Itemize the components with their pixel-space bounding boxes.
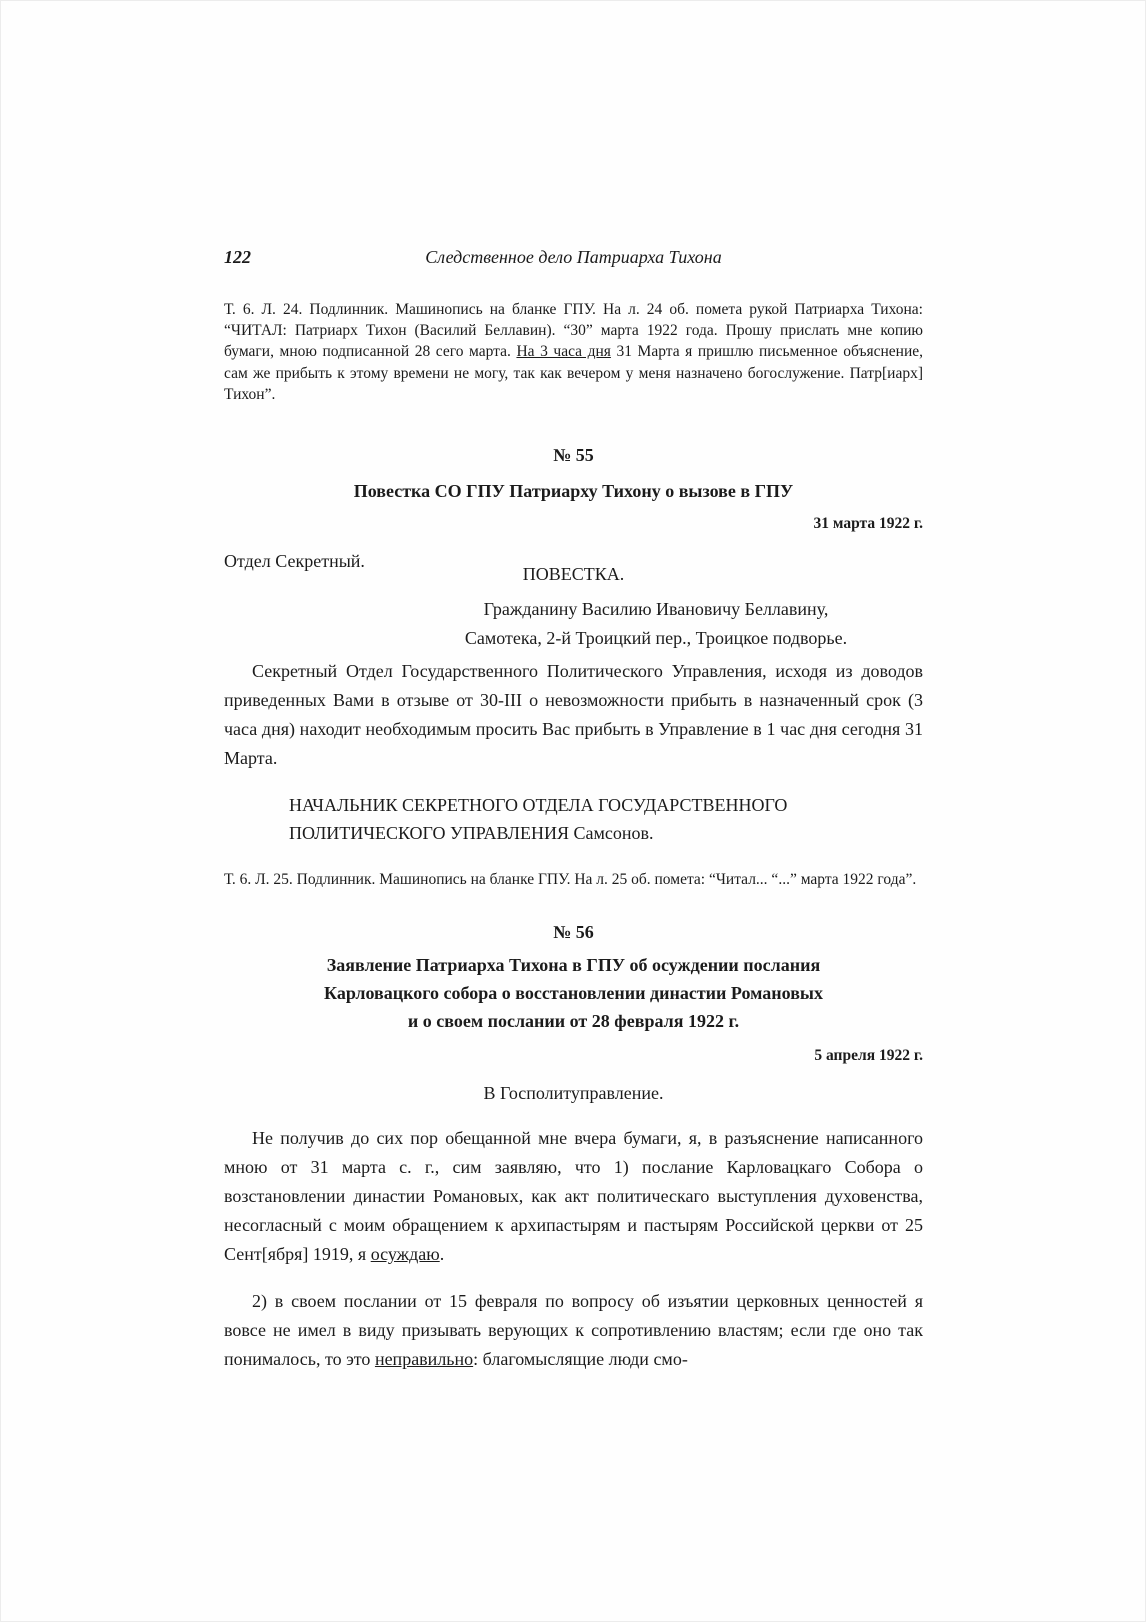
- archival-note-1-text: Т. 6. Л. 24. Подлинник. Машинопись на бланке ГПУ. На л. 24 об. помета рукой Патриарха Тихона: “ЧИТАЛ: Патриарх Тихон (Василий Беллавин). “30” марта 1922 года. Прошу прислать мне копию бумаги, мною подписанной 28 сего марта.: [224, 301, 923, 361]
- archival-note-1-underlined: На 3 часа дня: [516, 343, 611, 361]
- doc55-signature-block: [289, 791, 923, 847]
- doc55-addressee-line-1: Гражданину Василию Ивановичу Беллавину,: [483, 599, 829, 620]
- doc56-number: № 56: [553, 922, 594, 943]
- doc55-dept-row: [224, 551, 923, 595]
- doc56-paragraph-2: [224, 1287, 923, 1374]
- doc56-paragraph-1-text-end: .: [439, 1244, 445, 1265]
- doc55-signature-line-2: ПОЛИТИЧЕСКОГО УПРАВЛЕНИЯ Самсонов.: [289, 823, 654, 844]
- doc56-paragraph-2-text-end: : благомыслящие люди смо-: [473, 1349, 688, 1370]
- doc56-title: [224, 951, 923, 1035]
- doc55-summons-heading: ПОВЕСТКА.: [522, 564, 625, 585]
- doc55-signature-line-1: НАЧАЛЬНИК СЕКРЕТНОГО ОТДЕЛА ГОСУДАРСТВЕННОГО: [289, 795, 788, 816]
- doc56-paragraph-1: [224, 1124, 923, 1269]
- doc55-body-paragraph: Секретный Отдел Государственного Политического Управления, исходя из доводов приведенных Вами в отзыве от 30-III о невозможности прибыть в назначенный срок (3 часа дня) находит необходимым просить Вас прибыть в Управление в 1 час дня сегодня 31 Марта.: [224, 661, 923, 769]
- page-content: [224, 247, 923, 1392]
- page-number: 122: [224, 247, 251, 267]
- doc56-title-line-3: и о своем послании от 28 февраля 1922 г.: [407, 1011, 740, 1032]
- archival-note-1-text-cont: 31 Марта я пришлю письменное объяснение, сам же прибыть к этому времени не могу, так как вечером у меня назначено богослужение. Патр[иарх] Тихон”.: [224, 343, 923, 403]
- archival-note-2: Т. 6. Л. 25. Подлинник. Машинопись на бланке ГПУ. На л. 25 об. помета: “Читал... “...” марта 1922 года”.: [224, 871, 917, 889]
- doc55-addressee-line-2: Самотека, 2-й Троицкий пер., Троицкое подворье.: [464, 628, 848, 649]
- doc56-paragraph-1-underlined: осуждаю: [370, 1244, 440, 1265]
- doc56-title-line-2: Карловацкого собора о восстановлении династии Романовых: [324, 983, 823, 1004]
- doc56-title-line-1: Заявление Патриарха Тихона в ГПУ об осуждении послания: [326, 955, 821, 976]
- doc56-heading: В Госполитуправление.: [483, 1083, 664, 1104]
- page-header: [224, 247, 923, 269]
- doc55-date: 31 марта 1922 г.: [813, 515, 923, 533]
- archival-note-1: [224, 299, 923, 405]
- doc55-department-label: Отдел Секретный.: [224, 551, 365, 572]
- doc55-number: № 55: [553, 445, 594, 466]
- running-head: Следственное дело Патриарха Тихона: [425, 247, 722, 267]
- doc56-paragraph-2-text: 2) в своем послании от 15 февраля по вопросу об изъятии церковных ценностей я вовсе не имел в виду призывать верующих к сопротивлению властям; если где оно так понималось, то это: [224, 1291, 923, 1370]
- doc56-paragraph-1-text: Не получив до сих пор обещанной мне вчера бумаги, я, в разъяснение написанного мною от 31 марта с. г., сим заявляю, что 1) послание Карловацкаго Собора о возстановлении династии Романовых, как акт политическаго выступления духовенства, несогласный с моим обращением к архипастырям и пастырям Российской церкви от 25 Сент[ября] 1919, я: [224, 1128, 923, 1265]
- doc56-date: 5 апреля 1922 г.: [814, 1047, 923, 1065]
- doc55-title: Повестка СО ГПУ Патриарху Тихону о вызове в ГПУ: [353, 481, 794, 502]
- doc56-paragraph-2-underlined: неправильно: [374, 1349, 474, 1370]
